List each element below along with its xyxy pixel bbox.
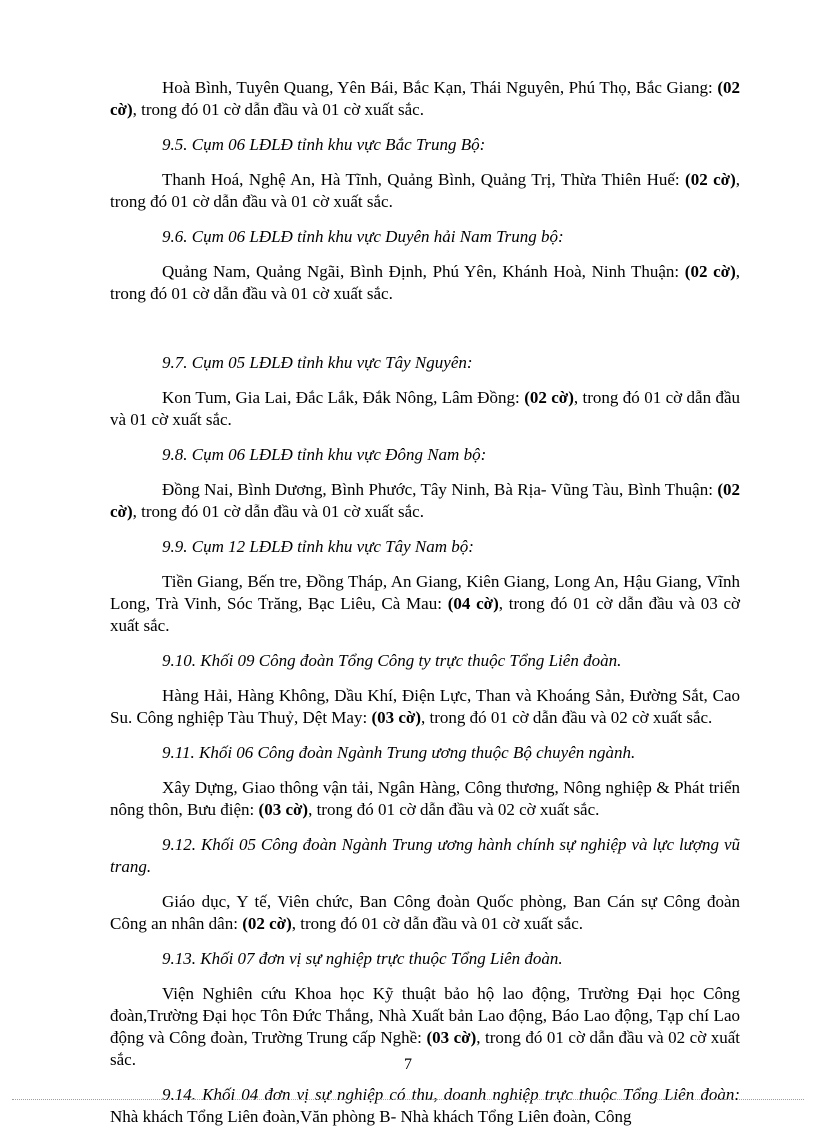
paragraph-text: Xây Dựng, Giao thông vận tải, Ngân Hàng, Công thương, Nông nghiệp & Phát triển nông thôn, Bưu điện: [110, 778, 740, 819]
blank-gap [110, 318, 740, 352]
section-heading-9-6: 9.6. Cụm 06 LĐLĐ tỉnh khu vực Duyên hải Nam Trung bộ: [162, 227, 564, 246]
section-heading-9-9: 9.9. Cụm 12 LĐLĐ tỉnh khu vực Tây Nam bộ: [162, 537, 474, 556]
paragraph-9-9 [110, 571, 740, 637]
section-heading-9-11: 9.11. Khối 06 Công đoàn Ngành Trung ương thuộc Bộ chuyên ngành. [162, 743, 636, 762]
flag-count: (02 cờ) [524, 388, 574, 407]
flag-count: (03 cờ) [371, 708, 421, 727]
flag-count: (02 cờ) [110, 78, 740, 119]
paragraph-9-12 [110, 891, 740, 935]
paragraph-text: Hàng Hải, Hàng Không, Dầu Khí, Điện Lực, Than và Khoáng Sản, Đường Sắt, Cao Su. Công nghiệp Tàu Thuỷ, Dệt May: [110, 686, 740, 727]
section-heading-9-7: 9.7. Cụm 05 LĐLĐ tỉnh khu vực Tây Nguyên: [162, 353, 473, 372]
paragraph-text: , trong đó 01 cờ dẫn đầu và 02 cờ xuất sắc. [110, 1028, 740, 1069]
paragraph-text: , trong đó 01 cờ dẫn đầu và 01 cờ xuất sắc. [132, 502, 424, 521]
paragraph-text: , trong đó 01 cờ dẫn đầu và 01 cờ xuất sắc. [132, 100, 424, 119]
section-heading-9-12: 9.12. Khối 05 Công đoàn Ngành Trung ương hành chính sự nghiệp và lực lượng vũ trang. [110, 835, 740, 876]
flag-count: (02 cờ) [110, 480, 740, 521]
paragraph-9-10 [110, 685, 740, 729]
paragraph-9-8 [110, 479, 740, 523]
paragraph-text: , trong đó 01 cờ dẫn đầu và 02 cờ xuất sắc. [308, 800, 600, 819]
paragraph-text: , trong đó 01 cờ dẫn đầu và 01 cờ xuất sắc. [110, 388, 741, 429]
page-bottom-divider [12, 1099, 804, 1100]
section-heading-9-14: 9.14. Khối 04 đơn vị sự nghiệp có thu, doanh nghiệp trực thuộc Tổng Liên đoàn: [162, 1085, 740, 1104]
paragraph-text: Đồng Nai, Bình Dương, Bình Phước, Tây Ninh, Bà Rịa- Vũng Tàu, Bình Thuận: [162, 480, 718, 499]
section-heading-9-13: 9.13. Khối 07 đơn vị sự nghiệp trực thuộc Tổng Liên đoàn. [162, 949, 563, 968]
flag-count: (02 cờ) [685, 170, 736, 189]
paragraph-9-6 [110, 261, 740, 305]
page-number: 7 [404, 1056, 412, 1073]
paragraph-text: , trong đó 01 cờ dẫn đầu và 02 cờ xuất sắc. [420, 708, 713, 727]
paragraph-text: Giáo dục, Y tế, Viên chức, Ban Công đoàn Quốc phòng, Ban Cán sự Công đoàn Công an nhân dân: [110, 892, 740, 933]
paragraph-9-7 [110, 387, 740, 431]
flag-count: (02 cờ) [684, 262, 736, 281]
flag-count: (04 cờ) [447, 594, 499, 613]
paragraph-text: Nhà khách Tổng Liên đoàn,Văn phòng B- Nhà khách Tổng Liên đoàn, Công [110, 1107, 632, 1126]
paragraph-text: Kon Tum, Gia Lai, Đắc Lắk, Đắk Nông, Lâm Đồng: [162, 388, 525, 407]
paragraph-text: , trong đó 01 cờ dẫn đầu và 01 cờ xuất sắc. [110, 170, 740, 211]
paragraph-text: Hoà Bình, Tuyên Quang, Yên Bái, Bắc Kạn, Thái Nguyên, Phú Thọ, Bắc Giang: [162, 78, 718, 97]
section-heading-9-8: 9.8. Cụm 06 LĐLĐ tỉnh khu vực Đông Nam bộ: [162, 445, 487, 464]
paragraph-text: , trong đó 01 cờ dẫn đầu và 01 cờ xuất sắc. [291, 914, 584, 933]
section-heading-9-10: 9.10. Khối 09 Công đoàn Tổng Công ty trực thuộc Tổng Liên đoàn. [162, 651, 622, 670]
paragraph-text: , trong đó 01 cờ dẫn đầu và 03 cờ xuất sắc. [110, 594, 741, 635]
flag-count: (03 cờ) [426, 1028, 477, 1047]
section-heading-9-5: 9.5. Cụm 06 LĐLĐ tỉnh khu vực Bắc Trung Bộ: [162, 135, 486, 154]
paragraph-text: Thanh Hoá, Nghệ An, Hà Tĩnh, Quảng Bình, Quảng Trị, Thừa Thiên Huế: [162, 170, 686, 189]
paragraph-9-14 [110, 1084, 740, 1128]
paragraph-9-11 [110, 777, 740, 821]
flag-count: (03 cờ) [258, 800, 309, 819]
paragraph-text: Tiền Giang, Bến tre, Đồng Tháp, An Giang, Kiên Giang, Long An, Hậu Giang, Vĩnh Long, Trà Vinh, Sóc Trăng, Bạc Liêu, Cà Mau: [110, 572, 740, 613]
paragraph-text: , trong đó 01 cờ dẫn đầu và 01 cờ xuất sắc. [110, 262, 741, 303]
paragraph-cluster-north [110, 77, 740, 121]
paragraph-text: Quảng Nam, Quảng Ngãi, Bình Định, Phú Yên, Khánh Hoà, Ninh Thuận: [162, 262, 685, 281]
paragraph-9-5 [110, 169, 740, 213]
paragraph-text: Viện Nghiên cứu Khoa học Kỹ thuật bảo hộ lao động, Trường Đại học Công đoàn,Trường Đại học Tôn Đức Thắng, Nhà Xuất bản Lao động, Báo Lao động, Tạp chí Lao động và Công đoàn, Trường Trung cấp Nghề: [110, 984, 740, 1047]
document-body [110, 77, 740, 1140]
flag-count: (02 cờ) [242, 914, 292, 933]
